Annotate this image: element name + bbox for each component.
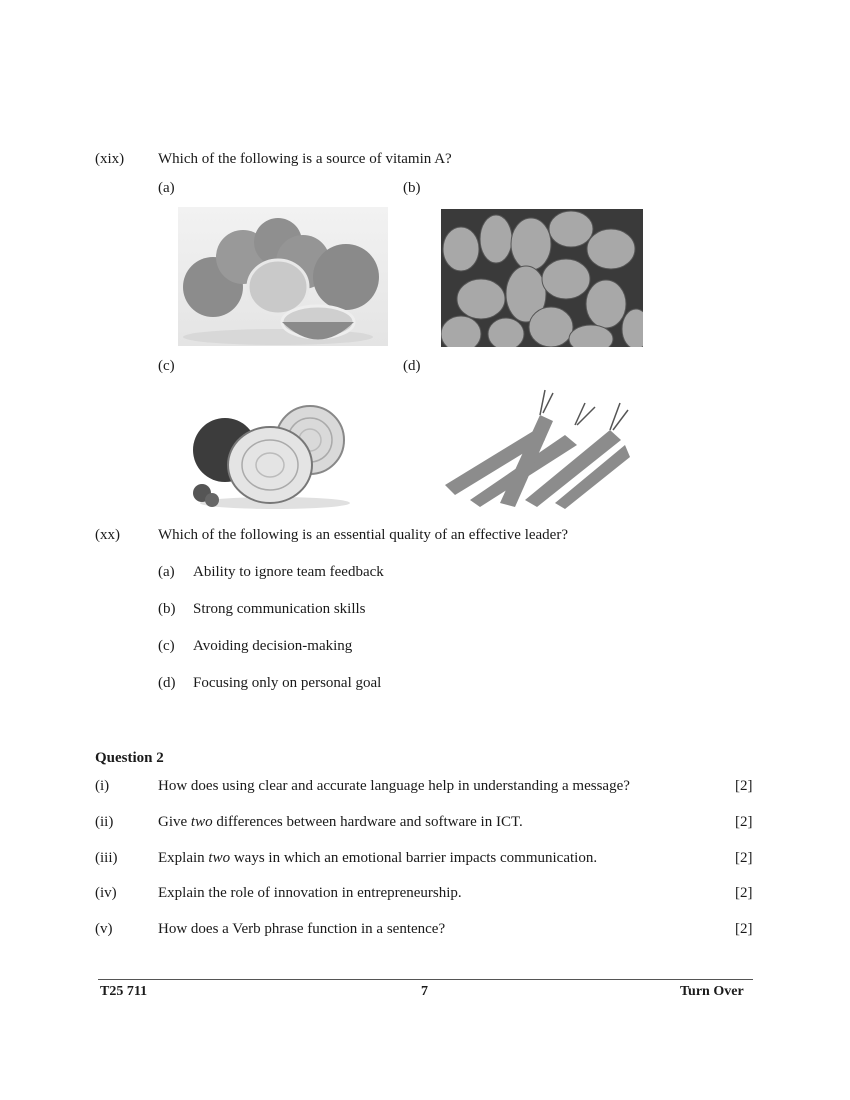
- marks-iii: [2]: [735, 850, 753, 866]
- oranges-image: [178, 207, 388, 346]
- page-number: 7: [421, 984, 428, 999]
- onions-image: [180, 385, 355, 510]
- question-number-v: (v): [95, 921, 113, 937]
- option-text-c: Avoiding decision-making: [193, 638, 353, 654]
- question-number-ii: (ii): [95, 814, 114, 830]
- question-text: Give: [158, 814, 191, 830]
- option-text-b: Strong communication skills: [193, 601, 366, 617]
- question-number-xix: (xix): [95, 151, 125, 167]
- question-text-ii: [158, 814, 523, 831]
- carrots-image: [445, 385, 630, 510]
- option-letter-c: (c): [158, 638, 175, 654]
- potatoes-image: [441, 209, 643, 347]
- marks-i: [2]: [735, 778, 753, 794]
- question-text-iv: [158, 885, 462, 902]
- question-number-i: (i): [95, 778, 110, 794]
- option-letter-a: (a): [158, 180, 175, 196]
- question-text-xix: Which of the following is a source of vitamin A?: [158, 151, 452, 167]
- question-text-xx: Which of the following is an essential quality of an effective leader?: [158, 527, 568, 543]
- question-number-iii: (iii): [95, 850, 118, 866]
- potatoes-illustration: [441, 209, 643, 347]
- paper-code: T25 711: [100, 984, 148, 999]
- oranges-illustration: [178, 207, 388, 346]
- emphasis-text: two: [208, 850, 231, 866]
- question-text: How does using clear and accurate language help in understanding a message?: [158, 778, 630, 794]
- question-text: differences between hardware and software in ICT.: [212, 814, 523, 830]
- option-letter-c: (c): [158, 358, 175, 374]
- question-number-xx: (xx): [95, 527, 120, 543]
- question-text-iii: [158, 850, 597, 867]
- option-letter-d: (d): [403, 358, 421, 374]
- onions-illustration: [180, 385, 355, 510]
- question-number-iv: (iv): [95, 885, 117, 901]
- option-letter-b: (b): [158, 601, 176, 617]
- marks-iv: [2]: [735, 885, 753, 901]
- question-text: Explain: [158, 850, 209, 866]
- option-letter-a: (a): [158, 564, 175, 580]
- footer-divider: [98, 979, 753, 980]
- question-text: ways in which an emotional barrier impacts communication.: [230, 850, 598, 866]
- question-text: How does a Verb phrase function in a sentence?: [158, 921, 446, 937]
- option-letter-b: (b): [403, 180, 421, 196]
- marks-ii: [2]: [735, 814, 753, 830]
- section-heading-question-2: Question 2: [95, 750, 164, 766]
- carrots-illustration: [445, 385, 630, 510]
- marks-v: [2]: [735, 921, 753, 937]
- option-text-a: Ability to ignore team feedback: [193, 564, 384, 580]
- emphasis-text: two: [190, 814, 213, 830]
- question-text-i: [158, 778, 630, 795]
- turn-over-label: Turn Over: [680, 984, 744, 999]
- option-letter-d: (d): [158, 675, 176, 691]
- question-text-v: [158, 921, 445, 938]
- option-text-d: Focusing only on personal goal: [193, 675, 382, 691]
- question-text: Explain the role of innovation in entrepreneurship.: [158, 885, 462, 901]
